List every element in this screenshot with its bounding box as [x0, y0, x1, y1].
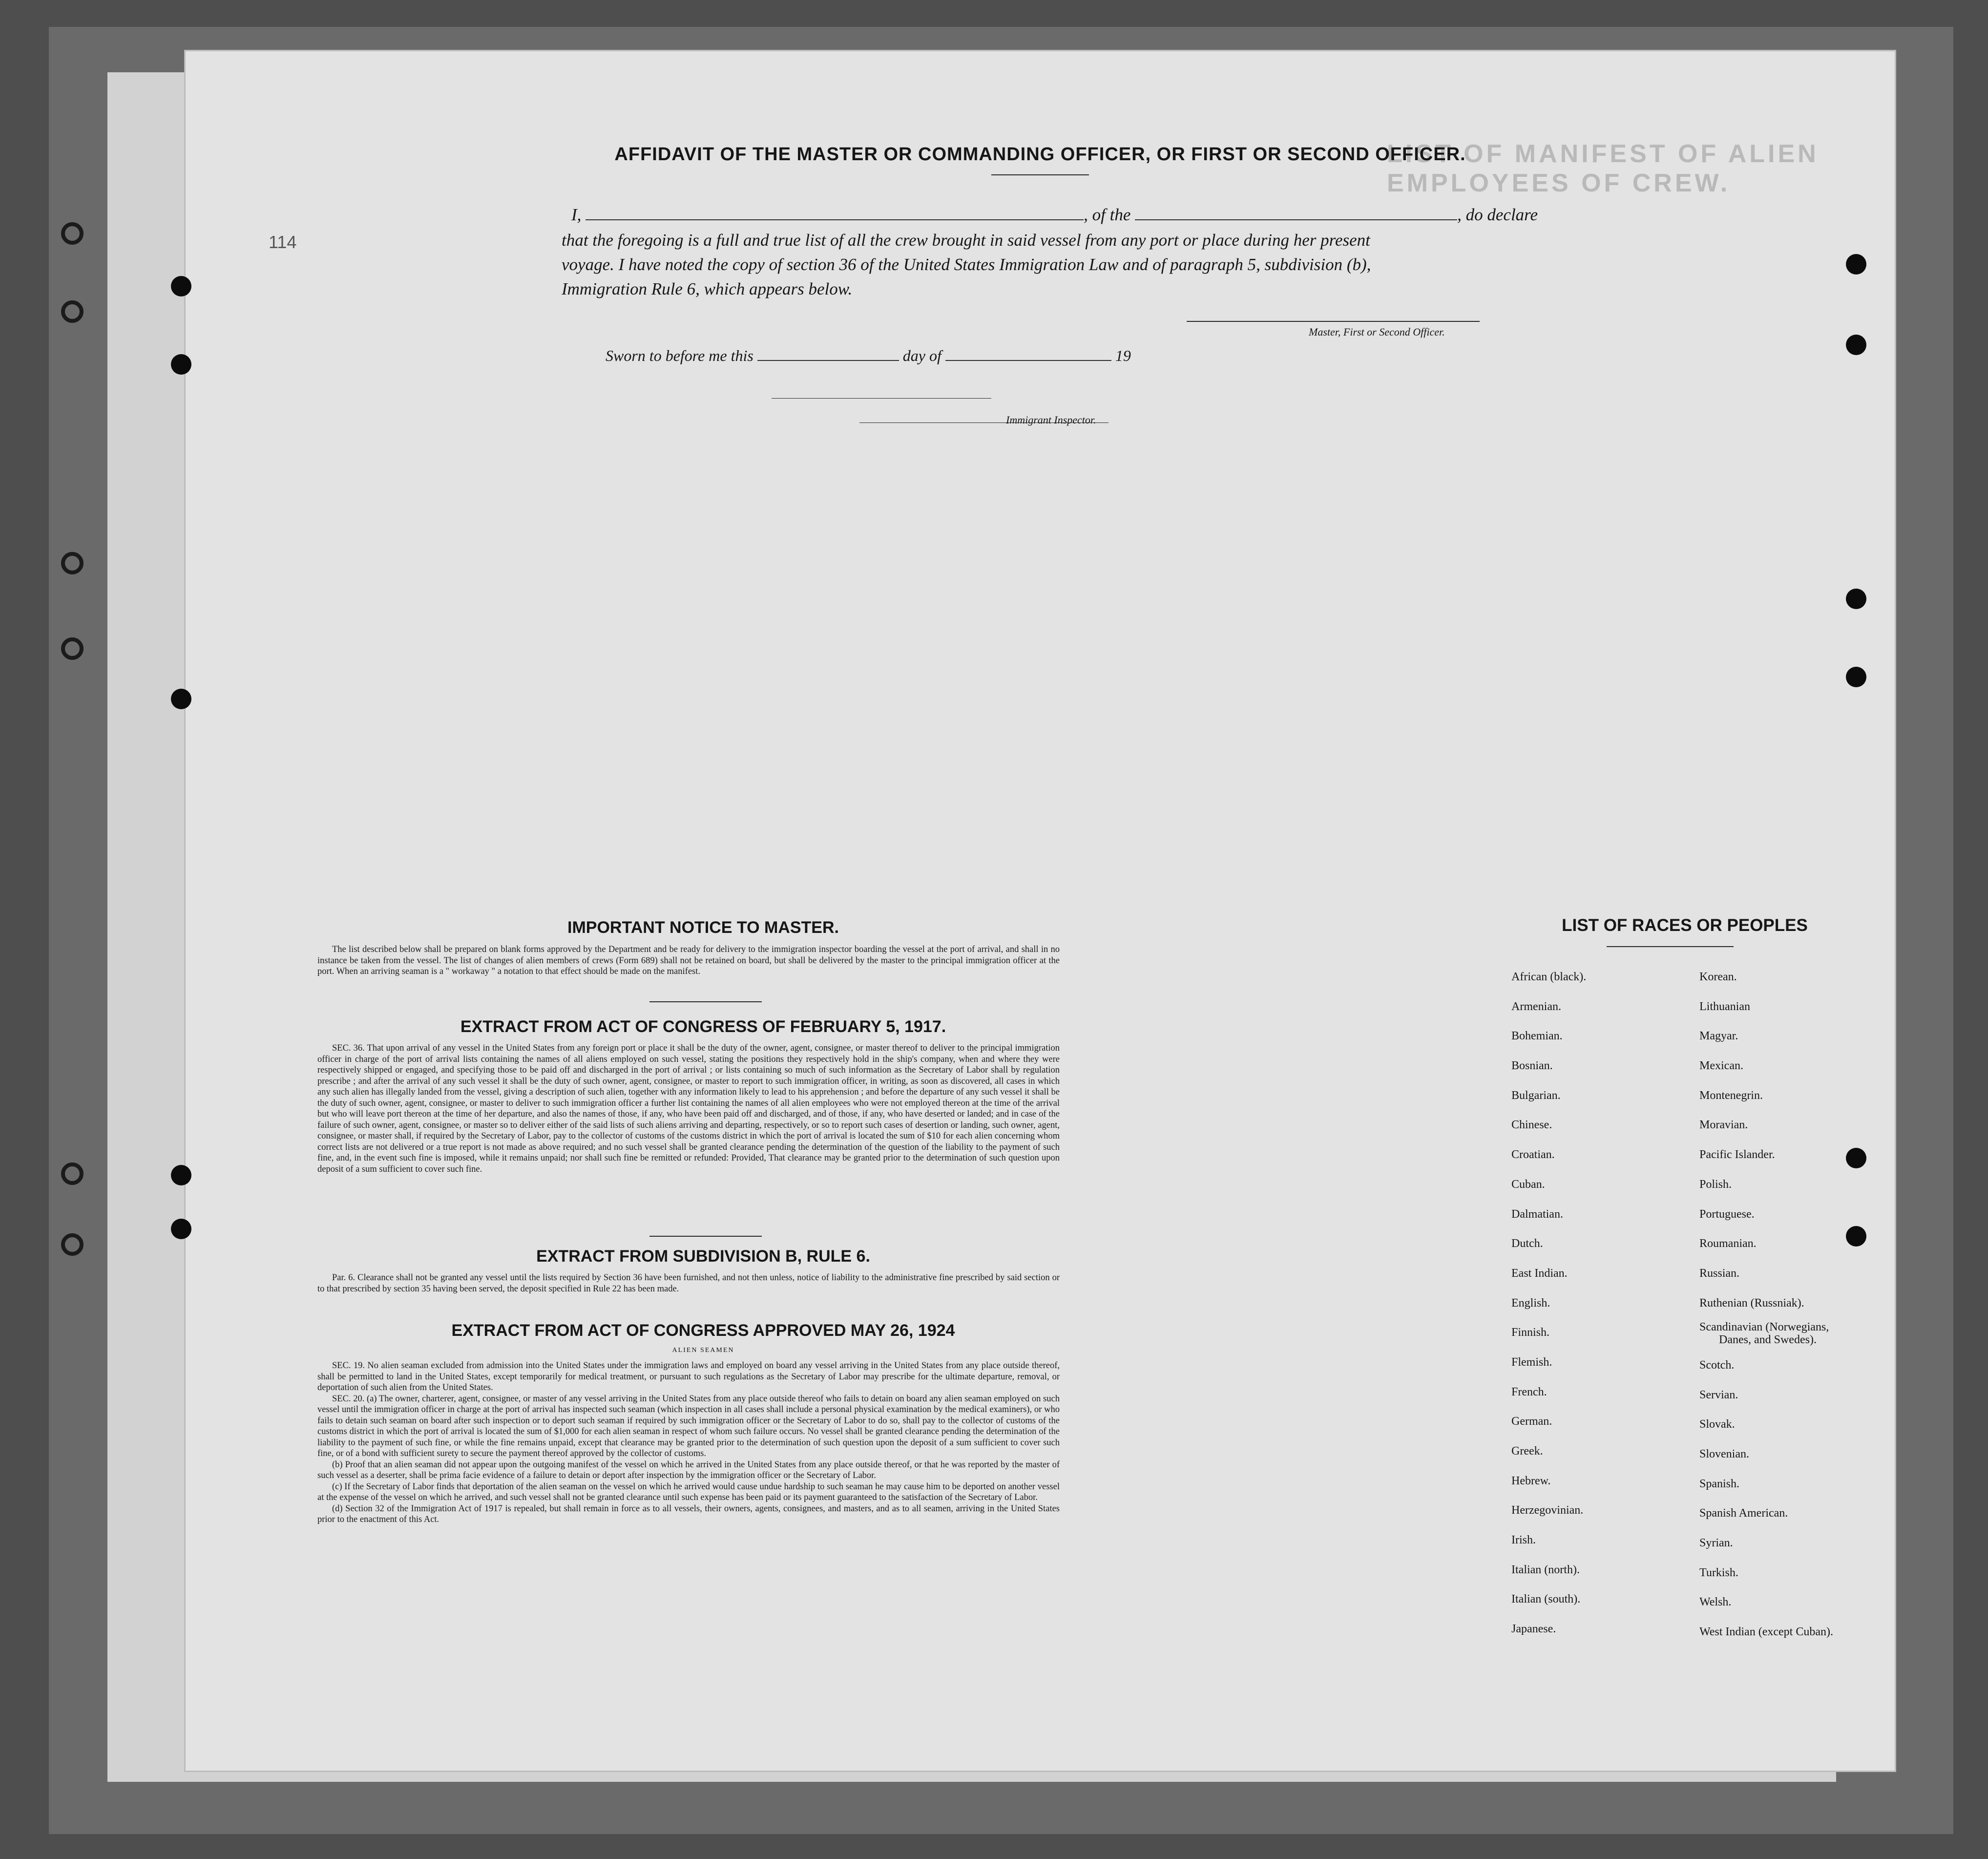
sworn-line — [606, 347, 1131, 365]
punch-hole — [61, 552, 84, 574]
races-left-column — [1511, 962, 1687, 1644]
race-item: Syrian. — [1699, 1537, 1733, 1550]
master-signature-label: Master, First or Second Officer. — [1309, 326, 1445, 338]
affidavit-title: AFFIDAVIT OF THE MASTER OR COMMANDING OFFICER, OR FIRST OR SECOND OFFICER. — [614, 144, 1466, 165]
race-item: Bohemian. — [1511, 1030, 1563, 1043]
rule-6-title: EXTRACT FROM SUBDIVISION B, RULE 6. — [536, 1247, 870, 1266]
affidavit-body — [562, 228, 1371, 301]
notice-paragraph: The list described below shall be prepared on blank forms approved by the Department and be ready for delivery to the immigration inspector boarding the vessel at the port of arrival, and shall in no instance be taken from the vessel. The list of changes of alien members of crews (Form 689) shall not be retained on board, but shall be delivered by the master to the principal immigration officer at the port. When an arriving seaman is a " workaway " a notation to that effect should be made on the manifest. — [317, 945, 1060, 976]
year-label: 19 — [1115, 347, 1131, 364]
affidavit-body-line: voyage. I have noted the copy of section 36 of the United States Immigration Law and of paragraph 5, subdivision (b), — [562, 255, 1371, 274]
declarant-name-field[interactable] — [586, 219, 1084, 220]
race-item: Montenegrin. — [1699, 1089, 1763, 1102]
race-item: East Indian. — [1511, 1267, 1568, 1280]
race-item: Cuban. — [1511, 1178, 1545, 1191]
act-1917-title: EXTRACT FROM ACT OF CONGRESS OF FEBRUARY 5, 1917. — [460, 1017, 946, 1036]
race-item: Turkish. — [1699, 1566, 1738, 1579]
race-item: Bulgarian. — [1511, 1089, 1561, 1102]
of-the-label: , of the — [1084, 205, 1131, 224]
act-1924-paragraph: SEC. 20. (a) The owner, charterer, agent, consignee, or master of any vessel arriving in the United States from any place outside thereof who fails to detain on board any alien seaman employed on such vessel until the immigration officer in charge at the port of arrival has inspected such seaman (which inspection in all cases shall include a personal physical examination by the medical examiners), or who fails to detain such seaman on board after such inspection or to deport such seaman if required by such immigration officer or the Secretary of Labor to do so, shall pay to the collector of customs of the customs district in which the port of arrival is located the sum of $1,000 for each alien seaman in respect of whom such failure occurs. No vessel shall be granted clearance pending the determination of the liability to the payment of such fine, or while the fine remains unpaid, except that clearance may be granted prior to the determination of such question upon the deposit of a sum sufficient to cover such fine, or of a bond with sufficient surety to secure the payment thereof approved by the collector of customs. — [317, 1394, 1060, 1458]
race-item: German. — [1511, 1415, 1552, 1428]
race-item-continuation: Danes, and Swedes). — [1719, 1333, 1817, 1347]
affidavit-body-line: that the foregoing is a full and true list of all the crew brought in said vessel from any port or place during her present — [562, 231, 1370, 250]
race-item: Herzegovinian. — [1511, 1504, 1584, 1517]
do-declare-label: , do declare — [1457, 205, 1538, 224]
race-item: Italian (north). — [1511, 1563, 1580, 1576]
race-item: Armenian. — [1511, 1000, 1561, 1013]
act-1924-paragraph: SEC. 19. No alien seaman excluded from admission into the United States under the immigration laws and employed on board any vessel arriving in the United States from any place outside thereof, shall be permitted to land in the United States, except temporarily for medical treatment, or pursuant to such regulations as the Secretary of Labor may prescribe for the ultimate departure, removal, or deportation of such alien from the United States. — [317, 1361, 1060, 1393]
punch-hole — [171, 354, 191, 375]
punch-hole — [61, 637, 84, 660]
race-item: Dutch. — [1511, 1237, 1543, 1250]
race-item: West Indian (except Cuban). — [1699, 1626, 1833, 1639]
race-item: Polish. — [1699, 1178, 1732, 1191]
races-title-rule — [1607, 946, 1734, 947]
punch-hole — [1846, 589, 1866, 609]
act-1924-paragraph: (d) Section 32 of the Immigration Act of 1917 is repealed, but shall remain in force as to all vessels, their owners, agents, consignees, and masters, and as to all seamen, arriving in the United States prior to the enactment of this Act. — [317, 1503, 1060, 1524]
title-rule — [991, 174, 1089, 175]
race-item: African (black). — [1511, 971, 1587, 983]
rule-6-text — [317, 1272, 1060, 1294]
punch-hole — [171, 276, 191, 296]
race-item: Moravian. — [1699, 1119, 1748, 1132]
race-item: Spanish American. — [1699, 1507, 1788, 1520]
bleed-through-header: LIST OF MANIFEST OF ALIEN EMPLOYEES OF CREW. — [1387, 140, 1819, 197]
act-1924-paragraph: (c) If the Secretary of Labor finds that deportation of the alien seaman on the vessel on which he arrived would cause undue hardship to such seaman he may cause him to be deported on another vessel at the expense of the vessel on which he arrived, and such vessel shall not be granted clearance until such expense has been paid or its payment guaranteed to the satisfaction of the Secretary of Labor. — [317, 1481, 1060, 1502]
punch-hole — [61, 300, 84, 323]
race-item: Mexican. — [1699, 1059, 1743, 1073]
punch-hole — [171, 689, 191, 709]
race-item: French. — [1511, 1385, 1547, 1398]
act-1924-text — [317, 1360, 1060, 1525]
race-item: Croatian. — [1511, 1148, 1555, 1162]
race-item: English. — [1511, 1296, 1550, 1310]
act-1924-title: EXTRACT FROM ACT OF CONGRESS APPROVED MAY 26, 1924 — [451, 1321, 955, 1340]
race-item: Pacific Islander. — [1699, 1148, 1775, 1162]
act-1924-subtitle: ALIEN SEAMEN — [672, 1347, 734, 1354]
affidavit-body-line: Immigration Rule 6, which appears below. — [562, 279, 853, 298]
race-item: Lithuanian — [1699, 1000, 1750, 1013]
margin-number: 114 — [269, 232, 297, 252]
race-item-line: Scandinavian (Norwegians, — [1699, 1321, 1829, 1334]
race-item: Hebrew. — [1511, 1474, 1551, 1487]
punch-hole — [61, 1162, 84, 1185]
master-signature-field[interactable] — [1187, 321, 1480, 322]
race-item: Scotch. — [1699, 1358, 1735, 1372]
vessel-name-field[interactable] — [1135, 219, 1457, 220]
race-item: Japanese. — [1511, 1623, 1556, 1636]
section-rule — [649, 1001, 762, 1002]
race-item: Ruthenian (Russniak). — [1699, 1296, 1804, 1310]
sworn-month-field[interactable] — [945, 360, 1111, 361]
races-right-column — [1699, 962, 1885, 1647]
punch-hole — [171, 1165, 191, 1185]
punch-hole — [61, 222, 84, 245]
race-item: Italian (south). — [1511, 1593, 1581, 1606]
race-item: Irish. — [1511, 1534, 1536, 1547]
act-1924-paragraph: (b) Proof that an alien seaman did not appear upon the outgoing manifest of the vessel on which he arrived in the United States from any place outside thereof, or that he was reported by the master of such vessel as a deserter, shall be prima facie evidence of a failure to detain or deport after inspection by the immigration officer or the Secretary of Labor. — [317, 1459, 1060, 1480]
race-item: Servian. — [1699, 1388, 1738, 1401]
notice-title: IMPORTANT NOTICE TO MASTER. — [567, 918, 839, 937]
race-item: Russian. — [1699, 1267, 1740, 1280]
race-item: Spanish. — [1699, 1477, 1740, 1490]
sworn-day-field[interactable] — [757, 360, 899, 361]
punch-hole — [1846, 667, 1866, 687]
document-page — [186, 51, 1895, 1771]
race-item: Flemish. — [1511, 1355, 1552, 1369]
punch-hole — [61, 1233, 84, 1256]
day-of-label: day of — [902, 347, 942, 364]
race-item: Welsh. — [1699, 1596, 1732, 1609]
sworn-label: Sworn to before me this — [606, 347, 753, 364]
act-1917-text — [317, 1043, 1060, 1175]
race-item: Slovenian. — [1699, 1448, 1749, 1460]
race-item: Bosnian. — [1511, 1059, 1553, 1073]
race-item: Roumanian. — [1699, 1237, 1757, 1250]
declaration-line — [571, 205, 1699, 225]
punch-hole — [171, 1219, 191, 1239]
punch-hole — [1846, 254, 1866, 275]
declarant-label: I, — [571, 205, 582, 224]
race-item: Korean. — [1699, 971, 1737, 983]
section-rule — [649, 1236, 762, 1237]
act-1917-paragraph: SEC. 36. That upon arrival of any vessel in the United States from any foreign port or place it shall be the duty of the owner, agent, consignee, or master thereof to deliver to the principal immigration officer in charge of the port of arrival lists containing the names of all aliens employed on such vessel, stating the positions they respectively hold in the ship's company, when and where they were respectively shipped or engaged, and specifying those to be paid off and discharged in the port of arrival ; or lists containing so much of such information as the Secretary of Labor shall by regulation prescribe ; and after the arrival of any such vessel it shall be the duty of such owner, agent, consignee, or master to report to such immigration officer, in writing, as soon as discovered, all cases in which any such alien has illegally landed from the vessel, giving a description of such alien, together with any information likely to lead to his apprehension ; and before the departure of any such vessel it shall be the duty of such owner, agent, consignee, or master to deliver to such immigration officer a further list containing the names of all alien employees who were not employed thereon at the time of the arrival but who will leave port thereon at the time of her departure, and also the names of those, if any, who have been paid off and discharged, and of those, if any, who have deserted or landed; and in case of the failure of such owner, agent, consignee, or master so to deliver either of the said lists of such aliens arriving and departing, respectively, or so to report such cases of desertion or landing, such owner, agent, consignee, or master shall, if required by the Secretary of Labor, pay to the collector of customs of the customs district in which the port of arrival is located the sum of $10 for each alien concerning whom correct lists are not delivered or a true report is not made as above required; and no such vessel shall be granted clearance pending the determination of the question of the liability to the payment of such fine, and, in the event such fine is imposed, while it remains unpaid; nor shall such fine be remitted or refunded: Provided, That clearance may be granted prior to the determination of such question upon deposit of a sum sufficient to cover such fine. — [317, 1043, 1060, 1174]
punch-hole — [1846, 335, 1866, 355]
race-item: Finnish. — [1511, 1326, 1550, 1339]
race-item: Greek. — [1511, 1445, 1543, 1458]
race-item: Chinese. — [1511, 1119, 1552, 1132]
race-item: Portuguese. — [1699, 1207, 1755, 1221]
race-item: Dalmatian. — [1511, 1207, 1563, 1221]
inspector-rule — [772, 398, 991, 399]
rule-6-paragraph: Par. 6. Clearance shall not be granted any vessel until the lists required by Section 36 have been furnished, and not then unless, notice of liability to the administrative fine prescribed by said section or to that prescribed by section 35 having been served, the deposit specified in Rule 22 has been made. — [317, 1273, 1060, 1294]
notice-text — [317, 944, 1060, 977]
race-item: Slovak. — [1699, 1418, 1735, 1431]
races-title: LIST OF RACES OR PEOPLES — [1562, 916, 1808, 935]
race-item: Magyar. — [1699, 1030, 1738, 1043]
inspector-signature-label: Immigrant Inspector. — [1006, 414, 1096, 426]
race-item — [1699, 1318, 1885, 1351]
